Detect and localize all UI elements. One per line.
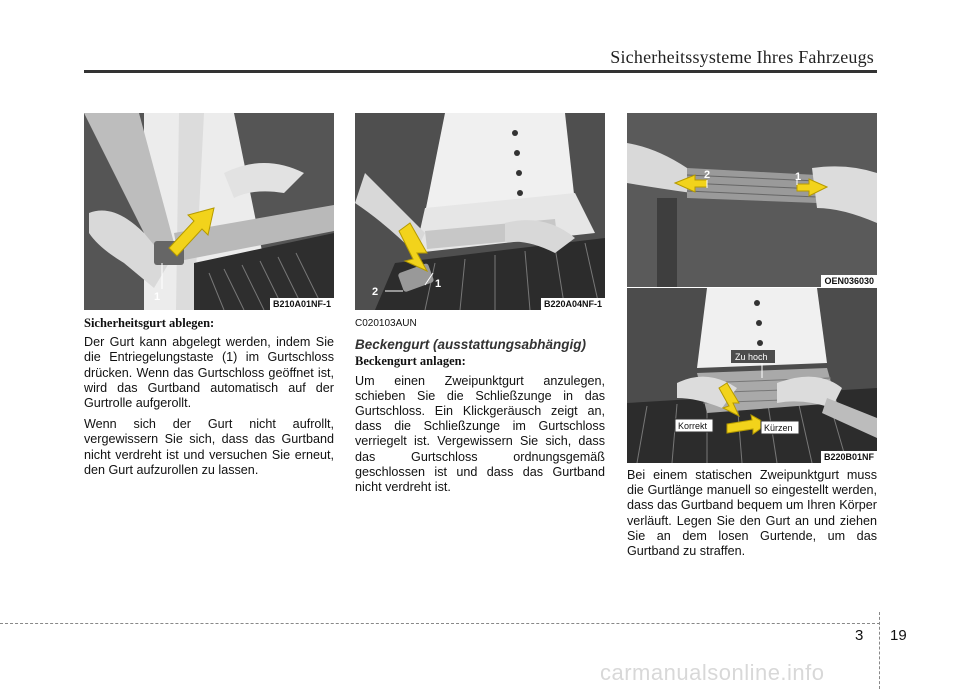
fig2-label-2: 2	[372, 286, 379, 298]
figure-unfasten-belt	[84, 113, 334, 310]
col2-paragraph-1: Um einen Zweipunktgurt anzulegen, schieben Sie die Schließzunge in das Gurtschloss. Ein Klickgeräusch zeigt an, dass die Schließzunge im Gurtschloss verriegelt ist. Vergewissern Sie sich, dass das Gurtschloss ordnungsgemäß geschlossen ist und dass das Gurtband nicht verdreht ist.	[355, 373, 605, 495]
fig2-code: B220A04NF-1	[541, 298, 605, 310]
fig4-label-zu-hoch: Zu hoch	[735, 352, 768, 362]
fig2-label-1: 1	[435, 278, 442, 290]
col1-paragraph-1: Der Gurt kann abgelegt werden, indem Sie die Entriegelungstaste (1) im Gurtschloss drücken. Wenn das Gurtschloss geöffnet ist, wird das Gurtband automatisch auf der Gurtrolle aufgerollt.	[84, 335, 334, 411]
page-header-title: Sicherheitssysteme Ihres Fahrzeugs	[610, 47, 874, 67]
figure-belt-position	[627, 288, 877, 463]
page-number: 19	[890, 627, 907, 644]
footer-divider	[0, 623, 880, 624]
fig3-label-2: 2	[704, 169, 711, 181]
figure-adjust-belt-length-illustration	[627, 113, 877, 287]
footer-vertical-divider	[879, 612, 880, 689]
column-2	[355, 316, 605, 501]
column-1	[84, 316, 334, 484]
subtitle-lap-belt: Beckengurt (ausstattungsabhängig)	[355, 337, 587, 353]
fig4-label-kuerzen: Kürzen	[764, 423, 793, 433]
fig4-code: B220B01NF	[821, 451, 877, 463]
figure-fasten-lap-belt	[355, 113, 605, 310]
heading-fasten-lap-belt: Beckengurt anlagen:	[355, 354, 466, 369]
chapter-number: 3	[855, 627, 864, 644]
heading-unfasten: Sicherheitsgurt ablegen:	[84, 316, 215, 330]
figure-adjust-belt-length	[627, 113, 877, 287]
fig3-code: OEN036030	[821, 275, 877, 287]
fig1-label-1: 1	[154, 291, 161, 303]
column-3	[627, 468, 877, 565]
fig4-label-korrekt: Korrekt	[678, 421, 708, 431]
fig3-label-1: 1	[795, 171, 802, 183]
col1-paragraph-2: Wenn sich der Gurt nicht aufrollt, vergewissern Sie sich, dass das Gurtband nicht verdreht ist und versuchen Sie erneut, den Gurt aufzurollen zu lassen.	[84, 417, 334, 477]
figure-unfasten-belt-illustration	[84, 113, 334, 310]
col3-paragraph-1: Bei einem statischen Zweipunktgurt muss die Gurtlänge manuell so eingestellt werden, dass das Gurtband bequem um Ihren Körper verläuft. Legen Sie den Gurt an und ziehen Sie an dem losen Gurtende, um das Gurtband zu straffen.	[627, 468, 877, 559]
fig1-code: B210A01NF-1	[270, 298, 334, 310]
watermark: carmanualsonline.info	[600, 660, 825, 685]
header-divider	[84, 70, 877, 73]
section-code: C020103AUN	[355, 318, 417, 329]
figure-fasten-lap-belt-illustration	[355, 113, 605, 310]
figure-belt-position-illustration	[627, 288, 877, 463]
